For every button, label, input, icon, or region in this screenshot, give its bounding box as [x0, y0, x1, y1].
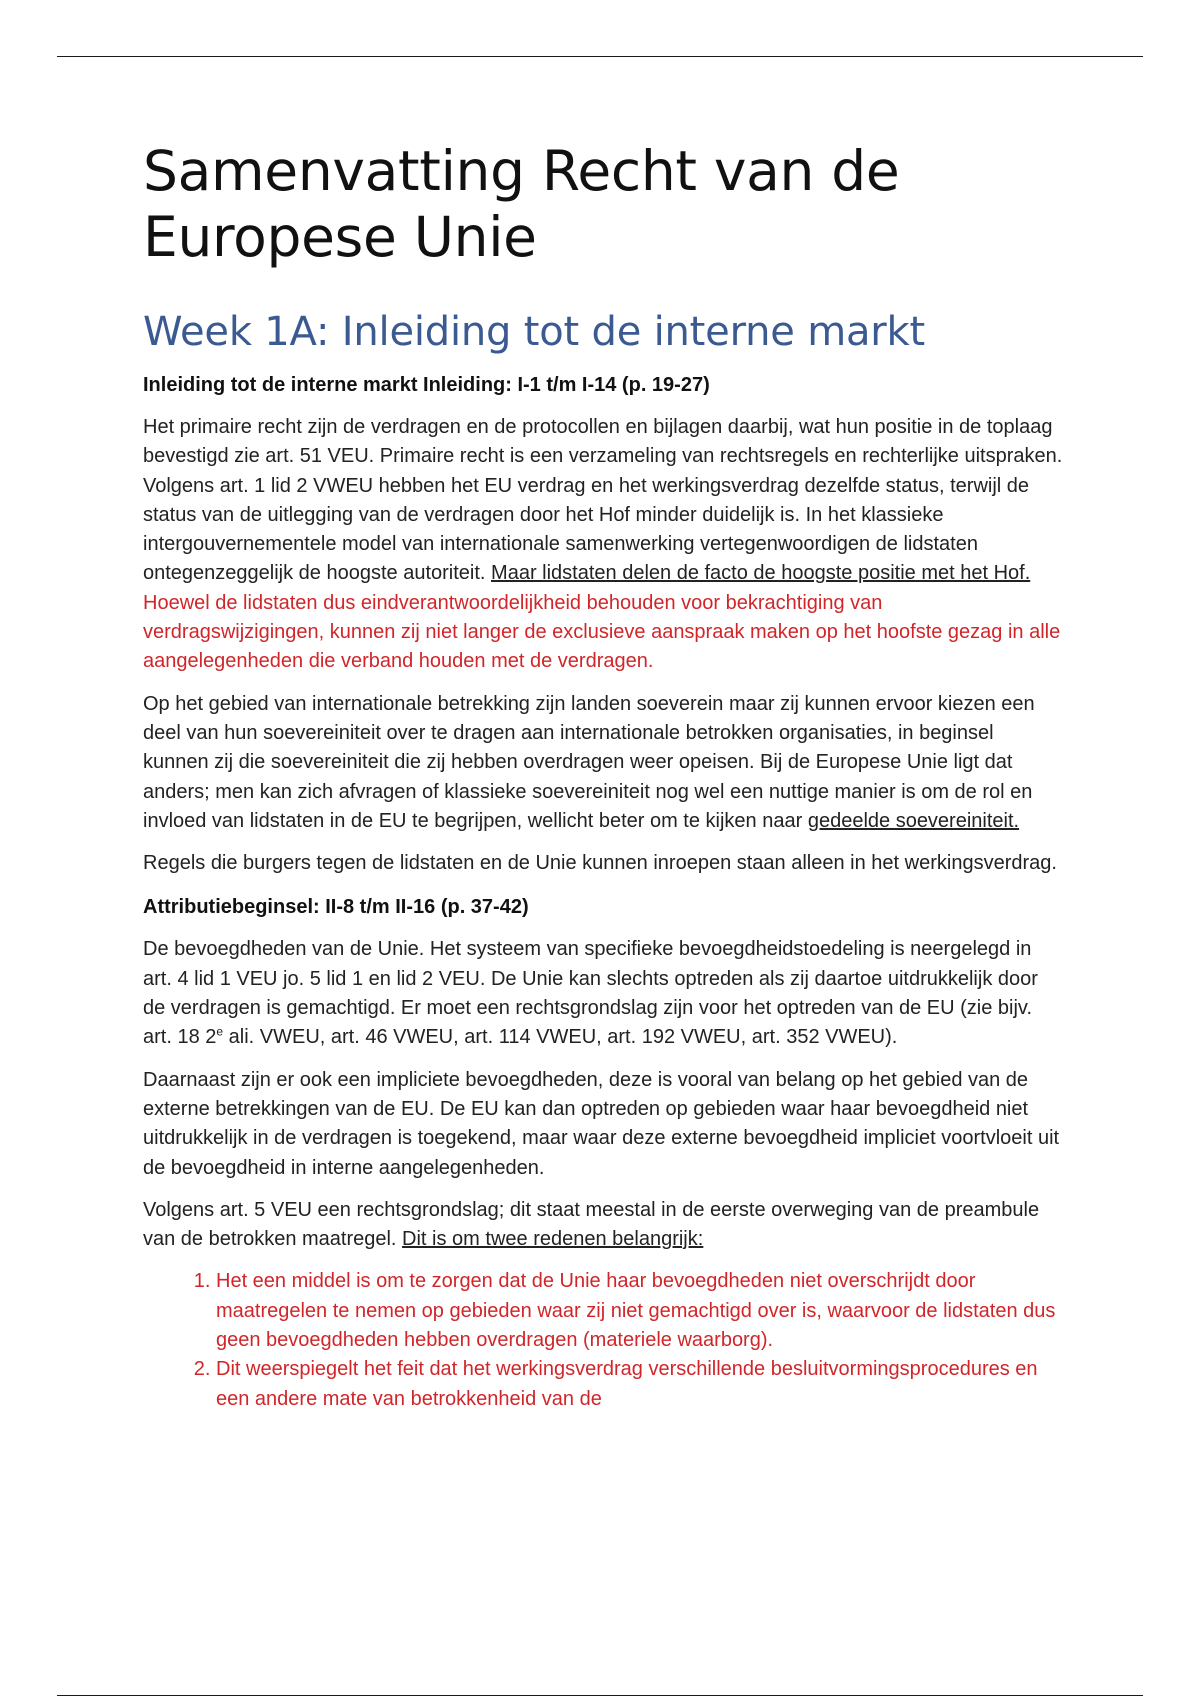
underlined-text: gedeelde soevereiniteit. [807, 809, 1020, 832]
paragraph-text: ali. VWEU, art. 46 VWEU, art. 114 VWEU, art. 192 VWEU, art. 352 VWEU). [223, 1026, 898, 1049]
paragraph-soevereiniteit [143, 690, 1063, 836]
underlined-text: Dit is om twee redenen belangrijk: [402, 1228, 704, 1251]
section-heading-attributiebeginsel: Attributiebeginsel: II-8 t/m II-16 (p. 37-42) [143, 896, 529, 919]
paragraph-text: De bevoegdheden van de Unie. Het systeem van specifieke bevoegdheidstoedeling is neergelegd in art. 4 lid 1 VEU jo. 5 lid 1 en lid 2 VEU. De Unie kan slechts optreden als zij daartoe uitdrukkelijk door de verdragen is gemachtigd. Er moet een rechtsgrondslag zijn voor het optreden van de EU (zie bijv. art. 18 2 [143, 938, 1038, 1049]
list-item: 2. Dit weerspiegelt het feit dat het werkingsverdrag verschillende besluitvormingsprocedures en een andere mate van betrokkenheid van de [216, 1355, 1063, 1414]
paragraph-impliciete-bevoegdheden: Daarnaast zijn er ook een impliciete bevoegdheden, deze is vooral van belang op het gebied van de externe betrekkingen van de EU. De EU kan dan optreden op gebieden waar haar bevoegdheid niet uitdrukkelijk in de verdragen is toegekend, maar waar deze externe bevoegdheid impliciet voortvloeit uit de bevoegdheid in interne aangelegenheden. [143, 1068, 1060, 1179]
paragraph-rechtsgrondslag [143, 1196, 1063, 1255]
footer-rule [57, 1695, 1143, 1696]
paragraph-text: Volgens art. 5 VEU een rechtsgrondslag; dit staat meestal in de eerste overweging van de preambule van de betrokken maatregel. [143, 1198, 1040, 1251]
reasons-list [143, 1267, 1063, 1413]
document-page [143, 138, 1063, 1414]
superscript: e [216, 1024, 224, 1039]
document-title: Samenvatting Recht van de Europese Unie [143, 139, 900, 269]
highlighted-red-text: Hoewel de lidstaten dus eindverantwoordelijkheid behouden voor bekrachtiging van verdragswijzigingen, kunnen zij niet langer de exclusieve aanspraak maken op het hoofste gezag in alle aangelegenheden die verband houden met de verdragen. [143, 591, 1061, 673]
paragraph-regels-burgers: Regels die burgers tegen de lidstaten en de Unie kunnen inroepen staan alleen in het werkingsverdrag. [143, 852, 1057, 875]
paragraph-text: Het primaire recht zijn de verdragen en de protocollen en bijlagen daarbij, wat hun positie in de toplaag bevestigd zie art. 51 VEU. Primaire recht is een verzameling van rechtsregels en rechterlijke uitspraken. Volgens art. 1 lid 2 VWEU hebben het EU verdrag en het werkingsverdrag dezelfde status, terwijl de status van de uitlegging van de verdragen door het Hof minder duidelijk is. In het klassieke intergouvernementele model van internationale samenwerking vertegenwoordigen de lidstaten ontegenzeggelijk de hoogste autoriteit. [143, 416, 1063, 585]
paragraph-primair-recht [143, 413, 1063, 677]
paragraph-bevoegdheden [143, 935, 1063, 1052]
paragraph-text: Op het gebied van internationale betrekking zijn landen soeverein maar zij kunnen ervoor kiezen een deel van hun soevereiniteit over te dragen aan internationale betrokken organisaties, in beginsel kunnen zij die soevereiniteit die zij hebben overdragen weer opeisen. Bij de Europese Unie ligt dat anders; men kan zich afvragen of klassieke soevereiniteit nog wel een nuttige manier is om de rol en invloed van lidstaten in de EU te begrijpen, wellicht beter om te kijken naar [143, 692, 1035, 832]
underlined-text: Maar lidstaten delen de facto de hoogste positie met het Hof. [491, 562, 1031, 585]
section-heading-inleiding: Inleiding tot de interne markt Inleiding: I-1 t/m I-14 (p. 19-27) [143, 374, 710, 396]
week-heading: Week 1A: Inleiding tot de interne markt [143, 309, 925, 355]
list-item: 1. Het een middel is om te zorgen dat de Unie haar bevoegdheden niet overschrijdt door maatregelen te nemen op gebieden waar zij niet gemachtigd over is, waarvoor de lidstaten dus geen bevoegdheden hebben overdragen (materiele waarborg). [216, 1267, 1063, 1355]
header-rule [57, 56, 1143, 57]
